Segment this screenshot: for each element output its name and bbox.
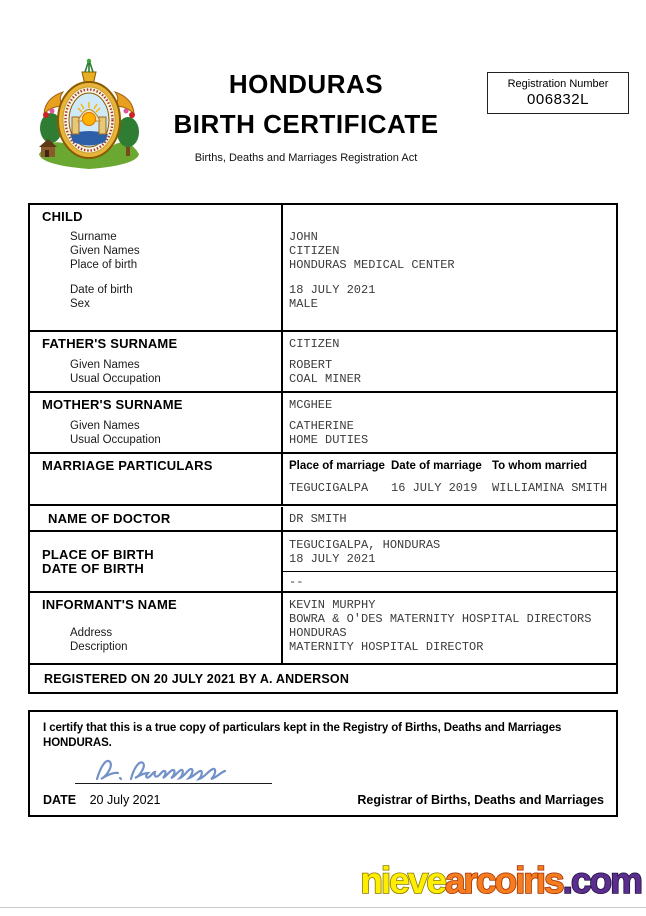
mother-occupation-label: Usual Occupation — [70, 434, 161, 446]
child-labels-cell — [30, 205, 283, 330]
certificate-table — [28, 203, 618, 694]
certification-box — [28, 710, 618, 817]
spacer — [42, 412, 275, 419]
marriage-values-cell — [283, 454, 616, 504]
mother-given-names-label: Given Names — [70, 420, 140, 432]
act-subtitle: Births, Deaths and Marriages Registration Act — [194, 152, 418, 164]
father-occupation-value: COAL MINER — [289, 372, 362, 386]
child-values-cell — [283, 205, 616, 330]
date-value: 20 July 2021 — [89, 793, 161, 807]
signature-image — [89, 753, 289, 787]
father-given-names-value: ROBERT — [289, 358, 333, 372]
informant-name-line1: KEVIN MURPHY — [289, 598, 376, 612]
father-section — [30, 332, 616, 393]
marriage-spouse-column — [492, 459, 610, 495]
informant-address-value: HONDURAS — [289, 626, 347, 640]
birth-extra-value: -- — [289, 575, 304, 589]
site-watermark — [360, 860, 641, 902]
father-labels-cell — [30, 332, 283, 391]
spacer — [289, 272, 610, 283]
certify-text-line1: I certify that this is a true copy of particulars kept in the Registry of Births, Deaths and Marriages — [43, 722, 562, 734]
registered-line: REGISTERED ON 20 JULY 2021 BY A. ANDERSON — [44, 671, 350, 686]
spacer — [289, 412, 610, 419]
registration-number-label: Registration Number — [507, 78, 609, 90]
informant-name-line2: BOWRA & O'DES MATERNITY HOSPITAL DIRECTORS — [289, 612, 592, 626]
birth-extra-row — [283, 571, 616, 591]
child-sex-value: MALE — [289, 297, 318, 311]
registered-section — [30, 665, 616, 692]
signature-underline — [75, 783, 272, 784]
date-of-marriage-value: 16 JULY 2019 — [391, 481, 478, 495]
marriage-labels-cell — [30, 454, 283, 504]
father-occupation-label: Usual Occupation — [70, 373, 161, 385]
father-surname-value: CITIZEN — [289, 337, 340, 351]
birth-place-value: TEGUCIGALPA, HONDURAS — [289, 538, 441, 552]
child-given-names-value: CITIZEN — [289, 244, 340, 258]
birth-date-value: 18 JULY 2021 — [289, 552, 376, 566]
doctor-value-cell — [283, 507, 616, 530]
place-of-marriage-value: TEGUCIGALPA — [289, 481, 369, 495]
date-of-birth-title: DATE OF BIRTH — [42, 561, 145, 576]
spacer — [42, 272, 275, 283]
mother-given-names-value: CATHERINE — [289, 419, 354, 433]
date-of-marriage-header: Date of marriage — [391, 460, 482, 472]
marriage-section — [30, 454, 616, 506]
informant-values-cell — [283, 593, 616, 663]
birth-place-date-values — [283, 532, 616, 571]
date-of-birth-label: Date of birth — [70, 284, 133, 296]
informant-section — [30, 593, 616, 665]
place-of-marriage-header: Place of marriage — [289, 460, 385, 472]
surname-label: Surname — [70, 231, 117, 243]
watermark-part1: nieve — [360, 860, 445, 901]
marriage-section-title: MARRIAGE PARTICULARS — [42, 458, 213, 473]
mother-section — [30, 393, 616, 454]
birth-labels-cell — [30, 532, 283, 591]
mother-section-title: MOTHER'S SURNAME — [42, 397, 183, 412]
informant-description-value: MATERNITY HOSPITAL DIRECTOR — [289, 640, 484, 654]
mother-labels-cell — [30, 393, 283, 452]
father-section-title: FATHER'S SURNAME — [42, 336, 178, 351]
mother-values-cell — [283, 393, 616, 452]
informant-address-label: Address — [70, 627, 113, 639]
child-section-title: CHILD — [42, 209, 83, 224]
watermark-part2: arcoiris — [444, 860, 563, 901]
sex-label: Sex — [70, 298, 90, 310]
child-place-of-birth-value: HONDURAS MEDICAL CENTER — [289, 258, 455, 272]
father-values-cell — [283, 332, 616, 391]
country-title: HONDURAS — [228, 69, 384, 99]
date-row — [43, 793, 160, 807]
marriage-date-column — [391, 459, 492, 495]
honduras-coat-of-arms-icon — [33, 58, 145, 174]
spacer — [42, 351, 275, 358]
birth-values-cell — [283, 532, 616, 591]
doctor-label-cell — [30, 507, 283, 530]
registration-number-value: 006832L — [527, 91, 589, 108]
certify-bottom-row — [43, 793, 604, 807]
document-title-block — [150, 70, 462, 164]
child-surname-value: JOHN — [289, 230, 318, 244]
child-section — [30, 205, 616, 332]
spacer — [42, 612, 275, 626]
watermark-part3: .com — [562, 860, 641, 901]
document-title: BIRTH CERTIFICATE — [173, 109, 439, 139]
informant-labels-cell — [30, 593, 283, 663]
mother-surname-value: MCGHEE — [289, 398, 333, 412]
to-whom-married-value: WILLIAMINA SMITH — [492, 481, 608, 495]
child-date-of-birth-value: 18 JULY 2021 — [289, 283, 376, 297]
father-given-names-label: Given Names — [70, 359, 140, 371]
registration-number-box — [487, 72, 629, 114]
place-of-birth-title: PLACE OF BIRTH — [42, 547, 154, 562]
birth-section — [30, 532, 616, 593]
mother-occupation-value: HOME DUTIES — [289, 433, 369, 447]
informant-description-label: Description — [70, 641, 128, 653]
spacer — [289, 351, 610, 358]
marriage-columns — [289, 459, 610, 495]
bottom-divider — [0, 907, 646, 908]
registrar-title: Registrar of Births, Deaths and Marriages — [357, 793, 604, 807]
doctor-name-value: DR SMITH — [289, 511, 347, 526]
doctor-section-title: NAME OF DOCTOR — [48, 510, 171, 526]
given-names-label: Given Names — [70, 245, 140, 257]
informant-section-title: INFORMANT'S NAME — [42, 597, 177, 612]
doctor-section — [30, 506, 616, 532]
place-of-birth-label: Place of birth — [70, 259, 138, 271]
date-label: DATE — [43, 793, 77, 807]
registrar-signature — [75, 753, 275, 784]
certify-text-line2: HONDURAS. — [43, 737, 112, 749]
marriage-place-column — [289, 459, 391, 495]
spacer — [289, 210, 610, 230]
to-whom-married-header: To whom married — [492, 460, 587, 472]
